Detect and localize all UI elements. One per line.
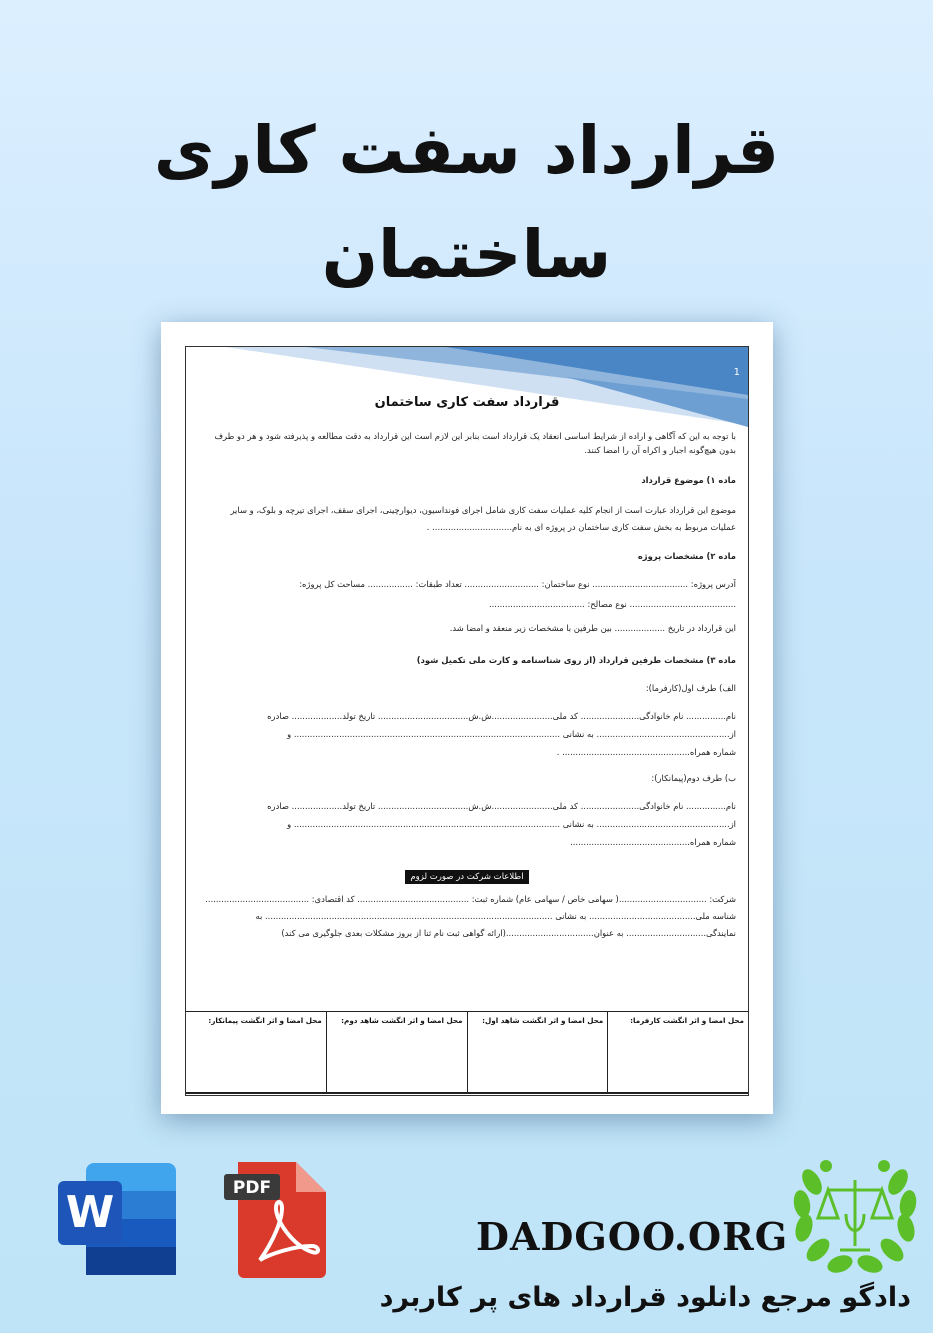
intro-line: بدون هیچ‌گونه اجبار و اکراه آن را امضا کنند. bbox=[584, 445, 736, 455]
party-a-fields bbox=[198, 709, 736, 759]
intro-paragraph bbox=[198, 429, 736, 457]
party-b-line: از.................................................. به نشانی .................................................................................................... و bbox=[287, 819, 736, 829]
article2-line: این قرارداد در تاریخ ................... بین طرفین با مشخصات زیر منعقد و امضا شد. bbox=[449, 623, 736, 633]
company-info-label: اطلاعات شرکت در صورت لزوم bbox=[405, 870, 528, 884]
article1-body bbox=[198, 503, 736, 534]
company-info-badge bbox=[186, 864, 748, 884]
intro-line: با توجه به این که آگاهی و اراده از شرایط اساسی انعقاد یک قرارداد است بنابر این لازم است این قرارداد به دقت مطالعه و پذیرفته شود و هر دو طرف bbox=[214, 431, 736, 441]
cover-title-line2: ساختمان bbox=[321, 216, 612, 293]
party-a-line: از.................................................. به نشانی .................................................................................................... و bbox=[287, 729, 736, 739]
signature-table bbox=[186, 1011, 748, 1094]
scales-of-justice-icon bbox=[790, 1152, 920, 1278]
word-letter: W bbox=[65, 1187, 115, 1238]
article2-body bbox=[198, 577, 736, 635]
company-line: شناسه ملی........................................ به نشانی ............................................................................................................ به bbox=[255, 911, 736, 921]
article2-heading: ماده ۲) مشخصات پروژه bbox=[637, 551, 736, 561]
party-a-line: شماره همراه................................................ . bbox=[556, 747, 736, 757]
document-preview bbox=[161, 322, 773, 1114]
article3-heading: ماده ۳) مشخصات طرفین قرارداد (از روی شناسنامه و کارت ملی تکمیل شود) bbox=[416, 655, 736, 665]
party-b-line: نام............... نام خانوادگی...................... کد ملی.......................ش.ش.................................. تاریخ تولد................... صادره bbox=[267, 801, 736, 811]
party-b-fields bbox=[198, 799, 736, 849]
cover-title-line1: قرارداد سفت کاری bbox=[153, 112, 780, 189]
document-title: قرارداد سفت کاری ساختمان bbox=[374, 395, 560, 410]
site-tagline: دادگو مرجع دانلود قرارداد های پر کاربرد bbox=[379, 1282, 911, 1313]
signature-cell-employer: محل امضا و اثر انگشت کارفرما: bbox=[607, 1012, 748, 1092]
pdf-label: PDF bbox=[232, 1178, 272, 1198]
party-b-line: شماره همراه............................................. bbox=[570, 837, 736, 847]
word-icon bbox=[58, 1163, 178, 1275]
party-a-heading: الف) طرف اول(کارفرما): bbox=[645, 683, 736, 693]
signature-cell-contractor: محل امضا و اثر انگشت پیمانکار: bbox=[208, 1016, 322, 1025]
header-banner bbox=[186, 347, 748, 437]
signature-cell-witness2: محل امضا و اثر انگشت شاهد دوم: bbox=[326, 1012, 467, 1092]
party-a-line: نام............... نام خانوادگی...................... کد ملی.......................ش.ش.................................. تاریخ تولد................... صادره bbox=[267, 711, 736, 721]
pdf-icon bbox=[224, 1160, 328, 1278]
signature-cell-witness1: محل امضا و اثر انگشت شاهد اول: bbox=[467, 1012, 608, 1092]
site-url: DADGOO.ORG bbox=[476, 1214, 789, 1259]
party-b-heading: ب) طرف دوم(پیمانکار): bbox=[651, 773, 736, 783]
article2-line: آدرس پروژه: .................................... نوع ساختمان: ............................ تعداد طبقات: ................. مساحت کل پروژه: bbox=[299, 579, 736, 589]
company-line: شرکت: .................................( سهامی خاص / سهامی عام) شماره ثبت: .......................................... کد اقتصادی: ....................................... bbox=[205, 894, 736, 904]
company-line: نمایندگی.............................. به عنوان.................................(ارائه گواهی ثبت نام ثنا از بروز مشکلات بعدی جلوگیری می کند) bbox=[281, 928, 736, 938]
page-number: 1 bbox=[733, 367, 740, 378]
article1-heading: ماده ۱) موضوع قرارداد bbox=[641, 475, 736, 485]
article1-line: موضوع این قرارداد عبارت است از انجام کلیه عملیات سفت کاری شامل اجرای فونداسیون، دیوارچینی، اجرای سقف، اجرای تیرچه و بلوک، و سایر bbox=[230, 505, 736, 515]
company-fields bbox=[198, 892, 736, 940]
document-frame bbox=[185, 346, 749, 1096]
article2-line: ........................................ نوع مصالح: .................................... bbox=[488, 599, 736, 609]
article1-line: عملیات مربوط به بخش سفت کاری ساختمان در پروژه ای به نام.............................. . bbox=[426, 522, 736, 532]
